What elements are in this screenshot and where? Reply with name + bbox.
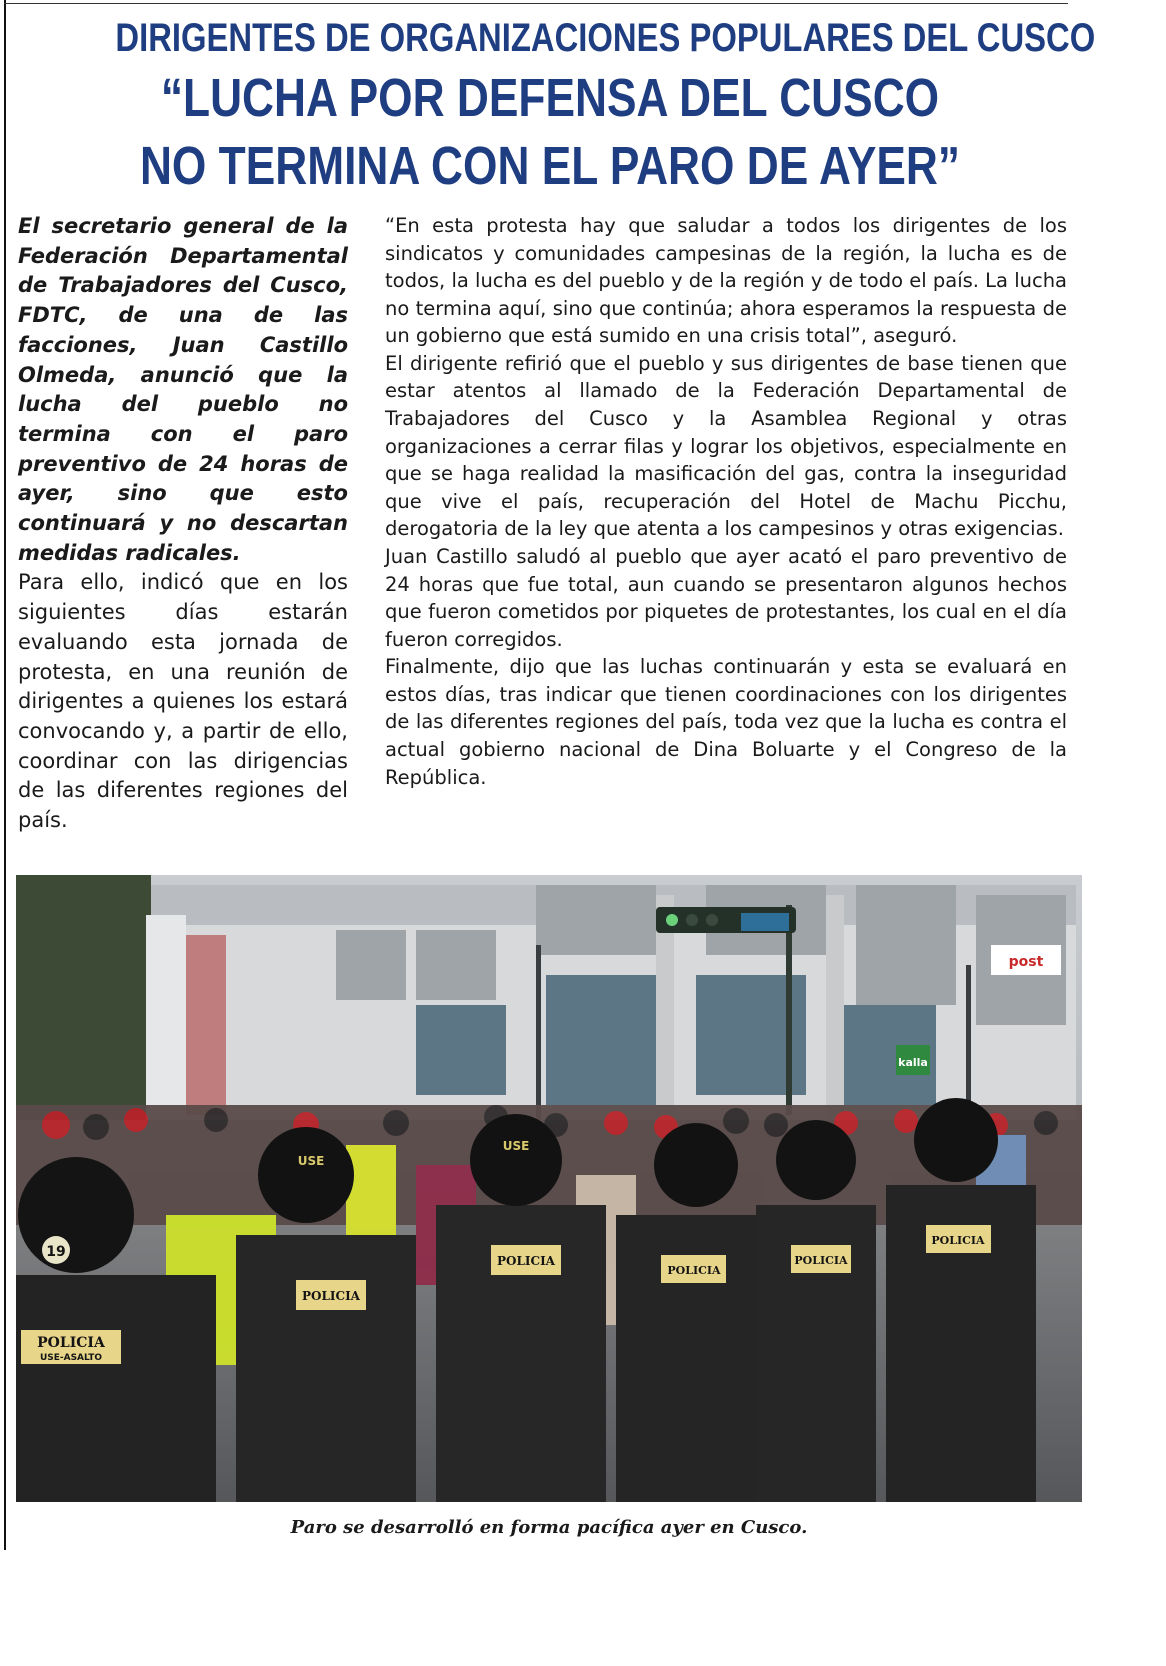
article-column-left bbox=[18, 212, 348, 836]
helmet-label: USE bbox=[297, 1154, 325, 1168]
article-paragraph: Juan Castillo saludó al pueblo que ayer acató el paro preventivo de 24 horas que fue total, aun cuando se presentaron algunos hechos que fueron cometidos por piquetes de protestantes, los cual en el día fueron corregidos. bbox=[385, 544, 1067, 651]
main-title-line-2: NO TERMINA CON EL PARO DE AYER” bbox=[139, 136, 961, 196]
helmet-label: USE bbox=[502, 1139, 530, 1153]
article-paragraph: El dirigente refirió que el pueblo y sus dirigentes de base tienen que estar atentos al llamado de la Federación Departamental de Trabajadores del Cusco y la Asamblea Regional y otras organizaciones a cerrar filas y lograr los objetivos, especialmente en que se haga realidad la masificación del gas, contra la inseguridad que vive el país, recuperación del Hotel de Machu Picchu, derogatoria de la ley que atenta a los campesinos y otras exigencias. bbox=[385, 351, 1067, 541]
article-lead: El secretario general de la Federación Departamental de Trabajadores del Cusco, FDTC, de una de las facciones, Juan Castillo Olmeda, anunció que la lucha del pueblo no termina con el paro preventivo de 24 horas de ayer, sino que esto continuará y no descartan medidas radicales. bbox=[18, 214, 348, 565]
vest-label: POLICIA bbox=[37, 1335, 105, 1351]
vest-label: POLICIA bbox=[794, 1254, 848, 1267]
article-paragraph: Para ello, indicó que en los siguientes días estarán evaluando esta jornada de protesta, en una reunión de dirigentes a quienes los estará convocando y, a partir de ello, coordinar con las dirigencias de las diferentes regiones del país. bbox=[18, 570, 348, 833]
article-paragraph: “En esta protesta hay que saludar a todos los dirigentes de los sindicatos y comunidades campesinas de la región, la lucha es de todos, la lucha es del pueblo y de la región y de todo el país. La lucha no termina aquí, sino que continúa; ahora esperamos la respuesta de un gobierno que está sumido en una crisis total”, aseguró. bbox=[385, 214, 1067, 348]
helmet-number: 19 bbox=[46, 1244, 66, 1260]
vest-label: POLICIA bbox=[301, 1289, 361, 1303]
article-paragraph: Finalmente, dijo que las luchas continuarán y esta se evaluará en estos días, tras indicar que tienen coordinaciones con los dirigentes de las diferentes regiones del país, toda vez que la lucha es contra el actual gobierno nacional de Dina Boluarte y el Congreso de la República. bbox=[385, 655, 1067, 789]
tree-left bbox=[16, 875, 151, 1125]
top-border-rule bbox=[4, 3, 1068, 4]
article-column-right bbox=[385, 212, 1067, 791]
photo-caption: Paro se desarrolló en forma pacífica ayer en Cusco. bbox=[290, 1517, 808, 1538]
protest-police-photo bbox=[16, 875, 1082, 1502]
kicker-headline: DIRIGENTES DE ORGANIZACIONES POPULARES DEL CUSCO bbox=[115, 16, 1096, 60]
news-photo bbox=[16, 875, 1082, 1502]
traffic-light-pole bbox=[786, 905, 792, 1115]
main-title-line-1: “LUCHA POR DEFENSA DEL CUSCO bbox=[160, 68, 940, 128]
yellow-vest-person bbox=[346, 1145, 396, 1235]
kalla-sign-text: kalla bbox=[898, 1056, 928, 1069]
left-border-rule bbox=[4, 0, 6, 1550]
vest-label: POLICIA bbox=[667, 1264, 721, 1277]
vest-label: POLICIA bbox=[496, 1254, 556, 1268]
vest-sublabel: USE-ASALTO bbox=[39, 1353, 103, 1363]
vest-label: POLICIA bbox=[931, 1234, 985, 1247]
post-sign-text: post bbox=[1008, 954, 1044, 970]
